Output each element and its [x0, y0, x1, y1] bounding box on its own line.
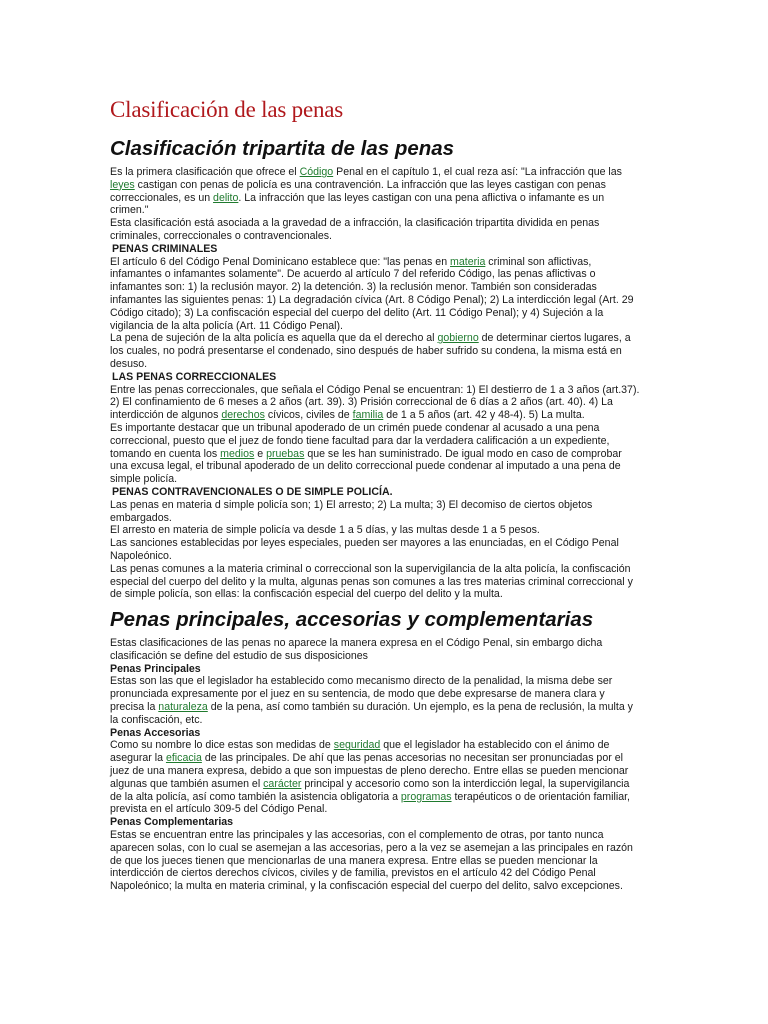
text: de las principales. De ahí que las penas accesorias no necesitan ser pronunciadas por el juez de una manera expresa, debido a que son impuestas de pleno derecho. Entre ellas se pueden mencionar algunas que también asumen el	[110, 752, 629, 790]
link-seguridad[interactable]: seguridad	[333, 739, 381, 752]
paragraph: Estas clasificaciones de las penas no aparece la manera expresa en el Código Penal, sin embargo dicha clasificación se define del estudio de sus disposiciones	[110, 637, 603, 662]
text: terapéuticos o de orientación familiar, prevista en el artículo 309-5 del Código Penal.	[110, 790, 630, 816]
subheading-penas-correccionales: LAS PENAS CORRECCIONALES	[112, 370, 277, 383]
text: Es importante destacar que un tribunal apoderado de un crimén puede condenar al acusado a una pena correccional, puesto que el juez de fondo tiene facultad para dar la verdadera calificación a un expediente, tomando en cuenta los	[110, 421, 610, 460]
paragraph	[110, 675, 640, 726]
text: de determinar ciertos lugares, a los cuales, no podrá presentarse el condenado, sino después de haber sufrido su condena, la misma está en desuso.	[110, 332, 631, 370]
paragraph: Las penas en materia d simple policía son; 1) El arresto; 2) La multa; 3) El decomiso de ciertos objetos embargados.	[110, 498, 593, 524]
link-materia[interactable]: materia	[450, 255, 486, 268]
text: criminal son aflictivas, infamantes o infamantes solamente". De acuerdo al artículo 7 del referido Código, las penas aflictivas o infamantes son: 1) la reclusión mayor. 2) la detención. 3) la reclusión menor. También son consideradas infamantes las siguientes penas: 1) La degradación cívica (Art. 8 Código Penal); 2) La interdicción legal (Art. 29 Código citado); 3) La confiscación especial del cuerpo del delito (Art. 11 Código Penal); y 4) Sujeción a la vigilancia de la alta policía (Art. 11 Código Penal).	[110, 255, 634, 332]
paragraph	[110, 739, 640, 816]
text: . La infracción que las leyes castigan con una pena aflictiva o infamante es un crimen."	[110, 191, 605, 217]
link-derechos[interactable]: derechos	[221, 409, 265, 422]
paragraph: Esta clasificación está asociada a la gravedad de a infracción, la clasificación tripartita dividida en penas criminales, correccionales o contravencionales.	[110, 217, 600, 242]
paragraph	[110, 384, 640, 422]
document-page	[110, 96, 640, 893]
link-eficacia[interactable]: eficacia	[165, 752, 202, 765]
text: que el legislador ha establecido con el ánimo de asegurar la	[110, 739, 610, 765]
link-pruebas[interactable]: pruebas	[266, 447, 305, 460]
subheading-penas-principales: Penas Principales	[110, 662, 201, 675]
text: cívicos, civiles de	[264, 409, 353, 422]
link-naturaleza[interactable]: naturaleza	[158, 701, 208, 714]
link-medios[interactable]: medios	[220, 447, 255, 460]
text: Penal en el capítulo 1, el cual reza así: "La infracción que las	[333, 166, 622, 178]
text: principal y accesorio como son la interdicción legal, la supervigilancia de la alta policía, así como también la asistencia obligatoria a	[110, 777, 630, 803]
text: de la pena, así como también su duración. Un ejemplo, es la pena de reclusión, la multa y la confiscación, etc.	[110, 701, 633, 726]
paragraph	[110, 422, 640, 486]
paragraph	[110, 166, 640, 217]
subheading-penas-accesorias: Penas Accesorias	[110, 726, 201, 739]
text: castigan con penas de policía es una contravención. La infracción que las leyes castigan con penas correccionales, es un	[110, 178, 606, 204]
paragraph: Las penas comunes a la materia criminal o correccional son la supervigilancia de la alta policía, la confiscación especial del cuerpo del delito y la multa, algunas penas son comunes a las tres materias criminal correccional y de simple policía, son ellas: la confiscación especial del cuerpo del delito y la multa.	[110, 562, 633, 601]
subheading-penas-contravencionales: PENAS CONTRAVENCIONALES O DE SIMPLE POLICÍA.	[112, 485, 393, 498]
text: El artículo 6 del Código Penal Dominicano establece que: "las penas en	[110, 255, 451, 268]
text: Entre las penas correccionales, que señala el Código Penal se encuentran: 1) El destierro de 1 a 3 años (art.37). 2) El confinamiento de 6 meses a 2 años (art. 39). 3) Prisión correccional de 6 días a 2 años (art. 40). 4) La interdicción de algunos	[110, 383, 640, 422]
subheading-penas-criminales: PENAS CRIMINALES	[112, 242, 218, 255]
link-leyes[interactable]: leyes	[110, 178, 135, 191]
subheading-penas-complementarias: Penas Complementarias	[110, 816, 234, 829]
text: Es la primera clasificación que ofrece el	[110, 166, 300, 178]
paragraph	[110, 256, 640, 333]
section-heading-principales: Penas principales, accesorias y complementarias	[110, 608, 594, 632]
paragraph	[110, 332, 640, 370]
text: Como su nombre lo dice estas son medidas de	[110, 739, 334, 752]
text: que se les han suministrado. De igual modo en caso de comprobar una excusa legal, el tribunal apoderado de un delito correccional puede condenar al imputado a una pena de simple policía.	[110, 447, 622, 486]
paragraph: Las sanciones establecidas por leyes especiales, pueden ser mayores a las enunciadas, en el Código Penal Napoleónico.	[110, 537, 619, 562]
text: e	[254, 447, 267, 460]
text: La pena de sujeción de la alta policía es aquella que da el derecho al	[110, 332, 438, 345]
link-caracter[interactable]: carácter	[263, 777, 302, 790]
text: Estas son las que el legislador ha establecido como mecanismo directo de la penalidad, la misma debe ser pronunciada expresamente por el juez en su sentencia, de modo que debe expresarse de manera clara y precisa la	[110, 675, 613, 714]
link-gobierno[interactable]: gobierno	[437, 332, 479, 345]
link-familia[interactable]: familia	[352, 409, 384, 422]
text: de 1 a 5 años (art. 42 y 48-4). 5) La multa.	[383, 409, 585, 422]
paragraph: Estas se encuentran entre las principales y las accesorias, con el complemento de otras, por tanto nunca aparecen solas, con lo cual se asemejan a las accesorias, pero a la vez se asemejan a las principales en razón de que los jueces tienen que mencionarlas de una manera expresa. Entre ellas se pueden mencionar la interdicción de ciertos derechos cívicos, civiles y de familia, previstos en el artículo 42 del Código Penal Napoleónico; la multa en materia criminal, y la confiscación especial del cuerpo del delito, salvo excepciones.	[110, 829, 633, 893]
link-delito[interactable]: delito	[213, 191, 239, 204]
section-heading-tripartita: Clasificación tripartita de las penas	[110, 137, 455, 160]
link-programas[interactable]: programas	[400, 790, 452, 803]
document-title: Clasificación de las penas	[110, 97, 344, 122]
link-codigo[interactable]: Código	[299, 166, 334, 178]
paragraph: El arresto en materia de simple policía va desde 1 a 5 días, y las multas desde 1 a 5 pesos.	[110, 524, 540, 537]
